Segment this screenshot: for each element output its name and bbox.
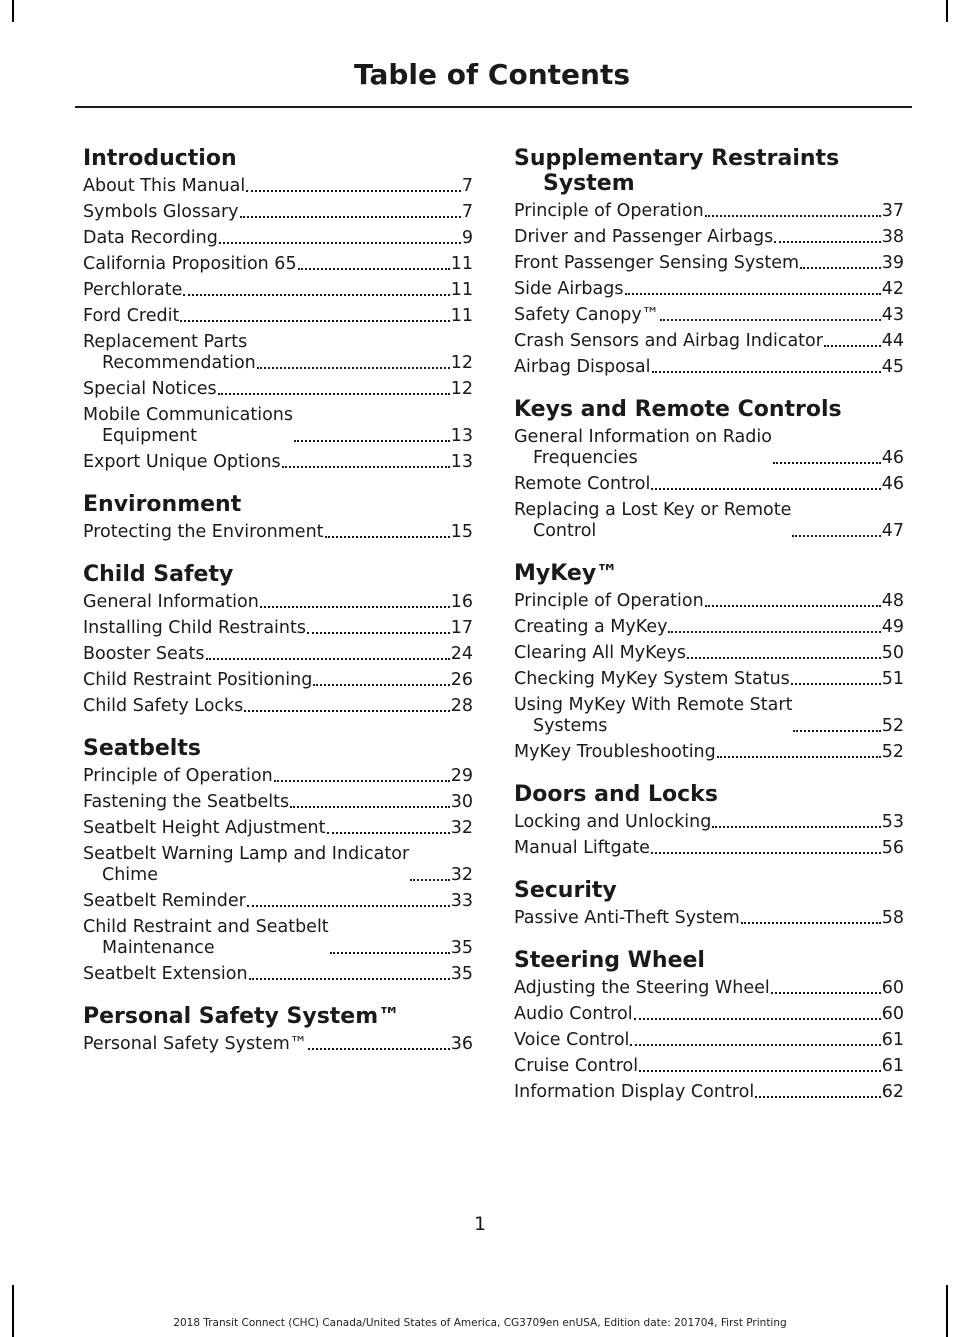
toc-entry-page: 7 [461,202,473,222]
dot-leader [652,371,881,373]
toc-entry-title: Creating a MyKey [514,617,668,637]
toc-entry-page: 32 [450,865,473,885]
toc-entry[interactable] [514,617,904,638]
toc-entry-page: 29 [450,766,473,786]
toc-entry[interactable] [514,643,904,664]
toc-entry-title: Booster Seats [83,644,205,664]
toc-entry-title: Passive Anti-Theft System [514,908,740,928]
crop-mark-bottom-right [946,1285,948,1337]
toc-entry-page: 16 [450,592,473,612]
toc-section [514,948,904,1103]
dot-leader [651,488,880,490]
toc-entry[interactable] [83,670,473,691]
toc-entry-page: 32 [450,818,473,838]
toc-entry[interactable] [514,591,904,612]
toc-entry[interactable] [83,332,473,374]
dot-leader [774,241,881,243]
dot-leader [218,393,450,395]
toc-entry-page: 24 [450,644,473,664]
toc-entry-title: Front Passenger Sensing System [514,253,800,273]
toc-entry[interactable] [83,644,473,665]
toc-entry-title: MyKey Troubleshooting [514,742,716,762]
toc-entry-title: Seatbelt Extension [83,964,248,984]
toc-entry[interactable] [514,331,904,352]
toc-entry-title: Child Safety Locks [83,696,244,716]
toc-entry-page: 45 [881,357,904,377]
dot-leader [668,631,880,633]
dot-leader [327,832,450,834]
dot-leader [712,826,880,828]
dot-leader [206,658,450,660]
toc-entry[interactable] [83,379,473,400]
crop-mark-top-left [12,0,14,22]
toc-entry[interactable] [83,917,473,959]
toc-entry[interactable] [83,176,473,197]
toc-entry[interactable] [514,669,904,690]
toc-entry-title: Mobile Communications Equipment [83,405,294,446]
toc-entry[interactable] [83,405,473,447]
dot-leader [687,657,881,659]
toc-column-right [514,146,904,1122]
toc-entry-title: Locking and Unlocking [514,812,712,832]
dot-leader [183,294,449,296]
dot-leader [330,952,450,954]
toc-entry-title: Checking MyKey System Status [514,669,790,689]
toc-entry-page: 49 [881,617,904,637]
dot-leader [755,1096,881,1098]
toc-entry[interactable] [514,427,904,469]
section-heading: MyKey™ [514,561,619,586]
toc-entry-title: Principle of Operation [83,766,273,786]
dot-leader [257,367,450,369]
toc-entry-title: California Proposition 65 [83,254,297,274]
dot-leader [410,879,450,881]
toc-entry-page: 53 [881,812,904,832]
toc-entry-title: Symbols Glossary [83,202,239,222]
dot-leader [705,215,881,217]
dot-leader [219,242,461,244]
toc-entry-title: Principle of Operation [514,201,704,221]
dot-leader [639,1070,881,1072]
crop-mark-bottom-left [12,1285,14,1337]
toc-entry-page: 36 [450,1034,473,1054]
toc-entry-page: 9 [461,228,473,248]
toc-entry-title: Cruise Control [514,1056,639,1076]
toc-entry-title: Child Restraint Positioning [83,670,313,690]
toc-entry[interactable] [83,280,473,301]
toc-entry-page: 13 [450,426,473,446]
toc-entry-title: Clearing All MyKeys [514,643,686,663]
toc-entry-page: 12 [450,379,473,399]
toc-entry[interactable] [83,452,473,473]
toc-entry-title: Data Recording [83,228,218,248]
toc-entry[interactable] [83,696,473,717]
toc-entry-title: Seatbelt Height Adjustment [83,818,326,838]
toc-entry-page: 26 [450,670,473,690]
toc-entry[interactable] [514,279,904,300]
dot-leader [249,978,450,980]
toc-entry-title: Adjusting the Steering Wheel [514,978,770,998]
toc-entry[interactable] [514,201,904,222]
dot-leader [246,190,461,192]
dot-leader [791,683,881,685]
toc-section [83,492,473,543]
toc-entry-title: Perchlorate [83,280,183,300]
toc-entry[interactable] [514,305,904,326]
section-heading: Keys and Remote Controls [514,397,842,422]
section-heading: Security [514,878,617,903]
toc-entry[interactable] [83,964,473,985]
toc-entry-title: Replacement Parts Recommendation [83,332,256,373]
dot-leader [630,1044,880,1046]
dot-leader [741,922,881,924]
dot-leader [244,710,449,712]
toc-entry-title: Airbag Disposal [514,357,651,377]
dot-leader [717,756,881,758]
toc-section [83,1004,473,1055]
dot-leader [773,462,881,464]
toc-entry-page: 58 [881,908,904,928]
toc-entry[interactable] [83,891,473,912]
page-number: 1 [473,1213,487,1235]
dot-leader [705,605,881,607]
toc-entry-page: 28 [450,696,473,716]
toc-entry-page: 62 [881,1082,904,1102]
toc-entry-page: 30 [450,792,473,812]
toc-section [83,562,473,717]
toc-entry-page: 37 [881,201,904,221]
dot-leader [294,440,450,442]
dot-leader [260,606,450,608]
toc-entry-page: 11 [450,306,473,326]
toc-entry[interactable] [83,1034,473,1055]
toc-entry-title: Installing Child Restraints [83,618,306,638]
toc-entry-title: General Information [83,592,259,612]
toc-entry[interactable] [514,908,904,929]
toc-entry-page: 48 [881,591,904,611]
toc-entry-page: 12 [450,353,473,373]
toc-entry[interactable] [514,812,904,833]
toc-entry[interactable] [514,742,904,763]
toc-entry-page: 15 [450,522,473,542]
dot-leader [247,905,450,907]
toc-entry[interactable] [83,254,473,275]
toc-entry-title: Information Display Control [514,1082,755,1102]
toc-entry-page: 50 [881,643,904,663]
toc-entry-page: 11 [450,280,473,300]
toc-section [83,736,473,985]
toc-entry-title: Using MyKey With Remote Start Systems [514,695,793,736]
section-heading: Seatbelts [83,736,201,761]
toc-entry-title: Fastening the Seatbelts [83,792,290,812]
dot-leader [308,1048,449,1050]
dot-leader [800,267,881,269]
dot-leader [307,632,450,634]
toc-entry-title: Principle of Operation [514,591,704,611]
toc-entry-title: General Information on Radio Frequencies [514,427,772,468]
footer-text: 2018 Transit Connect (CHC) Canada/United States of America, CG3709en enUSA, Edition date: 201704, First Printing [173,1317,787,1329]
dot-leader [792,535,880,537]
dot-leader [793,730,880,732]
toc-entry[interactable] [514,227,904,248]
toc-entry-page: 13 [450,452,473,472]
dot-leader [180,320,449,322]
section-heading: Personal Safety System™ [83,1004,401,1029]
toc-entry-page: 17 [450,618,473,638]
toc-entry[interactable] [514,978,904,999]
toc-entry-page: 39 [881,253,904,273]
toc-entry[interactable] [83,522,473,543]
dot-leader [824,345,881,347]
section-heading: Introduction [83,146,237,171]
toc-entry-title: Audio Control [514,1004,633,1024]
toc-entry[interactable] [514,1030,904,1051]
toc-entry-page: 52 [881,742,904,762]
toc-entry[interactable] [83,306,473,327]
toc-entry-title: Safety Canopy™ [514,305,660,325]
section-heading: Environment [83,492,242,517]
toc-entry[interactable] [514,500,904,542]
toc-entry-title: Ford Credit [83,306,180,326]
toc-entry[interactable] [83,844,473,886]
toc-entry-page: 60 [881,978,904,998]
toc-entry-page: 46 [881,448,904,468]
toc-entry[interactable] [83,618,473,639]
toc-section [514,561,904,763]
section-heading: Supplementary Restraints System [514,146,840,196]
toc-entry-page: 38 [881,227,904,247]
toc-section [83,146,473,473]
toc-entry-title: Protecting the Environment [83,522,324,542]
toc-entry-title: Special Notices [83,379,217,399]
dot-leader [282,466,450,468]
toc-entry-page: 35 [450,964,473,984]
dot-leader [298,268,450,270]
toc-entry-title: Driver and Passenger Airbags [514,227,774,247]
section-heading: Child Safety [83,562,234,587]
toc-entry-page: 61 [881,1030,904,1050]
dot-leader [290,806,450,808]
toc-entry-page: 47 [881,521,904,541]
toc-entry-page: 52 [881,716,904,736]
toc-entry-page: 44 [881,331,904,351]
toc-entry-title: Export Unique Options [83,452,281,472]
toc-entry-title: Seatbelt Reminder [83,891,246,911]
toc-entry[interactable] [514,838,904,859]
toc-entry-page: 33 [450,891,473,911]
toc-entry-page: 61 [881,1056,904,1076]
header-rule [75,106,912,108]
toc-entry-page: 7 [461,176,473,196]
toc-section [514,397,904,542]
toc-entry-page: 42 [881,279,904,299]
dot-leader [634,1018,881,1020]
dot-leader [313,684,449,686]
toc-entry-page: 35 [450,938,473,958]
toc-entry-title: Side Airbags [514,279,624,299]
toc-entry-title: About This Manual [83,176,246,196]
toc-entry-title: Remote Control [514,474,651,494]
crop-mark-top-right [946,0,948,22]
dot-leader [651,852,881,854]
toc-entry-title: Replacing a Lost Key or Remote Control [514,500,792,541]
toc-entry-page: 11 [450,254,473,274]
toc-entry-title: Crash Sensors and Airbag Indicator [514,331,823,351]
toc-column-left [83,146,473,1074]
toc-entry-page: 56 [881,838,904,858]
toc-entry[interactable] [514,357,904,378]
toc-section [514,782,904,859]
dot-leader [325,536,450,538]
section-heading: Doors and Locks [514,782,718,807]
toc-entry[interactable] [83,792,473,813]
toc-section [514,146,904,378]
dot-leader [240,216,461,218]
toc-entry[interactable] [514,695,904,737]
dot-leader [771,992,881,994]
dot-leader [274,780,450,782]
toc-entry-title: Manual Liftgate [514,838,650,858]
toc-entry[interactable] [83,766,473,787]
toc-entry-page: 51 [881,669,904,689]
toc-entry-title: Seatbelt Warning Lamp and Indicator Chime [83,844,410,885]
section-heading: Steering Wheel [514,948,705,973]
toc-entry[interactable] [83,818,473,839]
toc-entry[interactable] [83,592,473,613]
page-title: Table of Contents [353,58,630,91]
toc-entry-title: Voice Control [514,1030,630,1050]
toc-entry[interactable] [514,1082,904,1103]
toc-entry[interactable] [514,1004,904,1025]
toc-entry-title: Personal Safety System™ [83,1034,308,1054]
toc-entry[interactable] [514,1056,904,1077]
dot-leader [660,319,880,321]
toc-entry-page: 60 [881,1004,904,1024]
toc-entry[interactable] [83,228,473,249]
toc-entry[interactable] [514,253,904,274]
toc-entry[interactable] [83,202,473,223]
toc-section [514,878,904,929]
toc-entry[interactable] [514,474,904,495]
dot-leader [625,293,881,295]
toc-entry-page: 43 [881,305,904,325]
toc-entry-page: 46 [881,474,904,494]
toc-entry-title: Child Restraint and Seatbelt Maintenance [83,917,329,958]
